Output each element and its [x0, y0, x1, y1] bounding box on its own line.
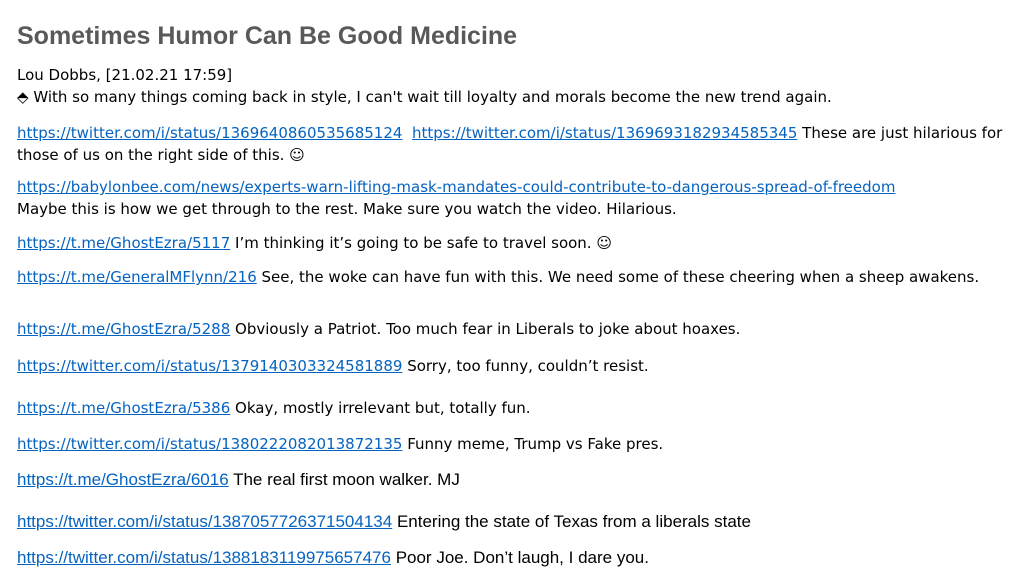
telegram-link[interactable]: https://t.me/GeneralMFlynn/216	[17, 268, 257, 286]
twitter-link[interactable]: https://twitter.com/i/status/1379140303324581889	[17, 357, 403, 375]
entry-text: See, the woke can have fun with this. We need some of these cheering when a sheep awakens.	[261, 268, 980, 286]
quote-text: With so many things coming back in style, I can't wait till loyalty and morals become the new trend again.	[33, 88, 832, 106]
babylonbee-link[interactable]: https://babylonbee.com/news/experts-warn-lifting-mask-mandates-could-contribute-to-dangerous-spread-of-freedom	[17, 178, 896, 196]
twitter-link[interactable]: https://twitter.com/i/status/1387057726371504134	[17, 512, 393, 531]
entry-text: Maybe this is how we get through to the rest. Make sure you watch the video. Hilarious.	[17, 200, 677, 218]
entry-text: These are just hilarious for those of us on the right side of this. ☺	[17, 124, 1003, 164]
telegram-link[interactable]: https://t.me/GhostEzra/5288	[17, 320, 231, 338]
list-item	[17, 468, 1017, 492]
list-item	[17, 266, 1017, 288]
twitter-link[interactable]: https://twitter.com/i/status/1369640860535685124	[17, 124, 403, 142]
entry-text: Obviously a Patriot. Too much fear in Liberals to joke about hoaxes.	[235, 320, 741, 338]
telegram-link[interactable]: https://t.me/GhostEzra/5117	[17, 234, 231, 252]
list-item	[17, 546, 1017, 570]
entry-text: Sorry, too funny, couldn’t resist.	[407, 357, 649, 375]
entry-text: Okay, mostly irrelevant but, totally fun.	[235, 399, 531, 417]
entry-text: Funny meme, Trump vs Fake pres.	[407, 435, 664, 453]
list-item	[17, 397, 1017, 419]
twitter-link[interactable]: https://twitter.com/i/status/1388183119975657476	[17, 548, 391, 567]
list-item	[17, 318, 1017, 340]
list-item	[17, 433, 1017, 455]
telegram-link[interactable]: https://t.me/GhostEzra/5386	[17, 399, 231, 417]
entry-text: The real first moon walker. MJ	[233, 470, 460, 489]
entry-text: Entering the state of Texas from a liberals state	[396, 512, 751, 531]
list-item	[17, 355, 1017, 377]
page-title: Sometimes Humor Can Be Good Medicine	[17, 22, 518, 50]
diamond-arrows-icon: ⬘	[17, 88, 29, 106]
list-item	[17, 510, 1017, 534]
entry-text: Poor Joe. Don’t laugh, I dare you.	[395, 548, 649, 567]
byline: Lou Dobbs, [21.02.21 17:59]	[17, 66, 233, 84]
list-item	[17, 232, 1017, 254]
twitter-link[interactable]: https://twitter.com/i/status/1369693182934585345	[411, 124, 798, 142]
entry-text: I’m thinking it’s going to be safe to travel soon. ☺	[235, 234, 612, 252]
list-item	[17, 176, 1017, 220]
quote-line	[17, 86, 1017, 108]
list-item	[17, 122, 1017, 166]
twitter-link[interactable]: https://twitter.com/i/status/1380222082013872135	[17, 435, 403, 453]
telegram-link[interactable]: https://t.me/GhostEzra/6016	[17, 470, 229, 489]
